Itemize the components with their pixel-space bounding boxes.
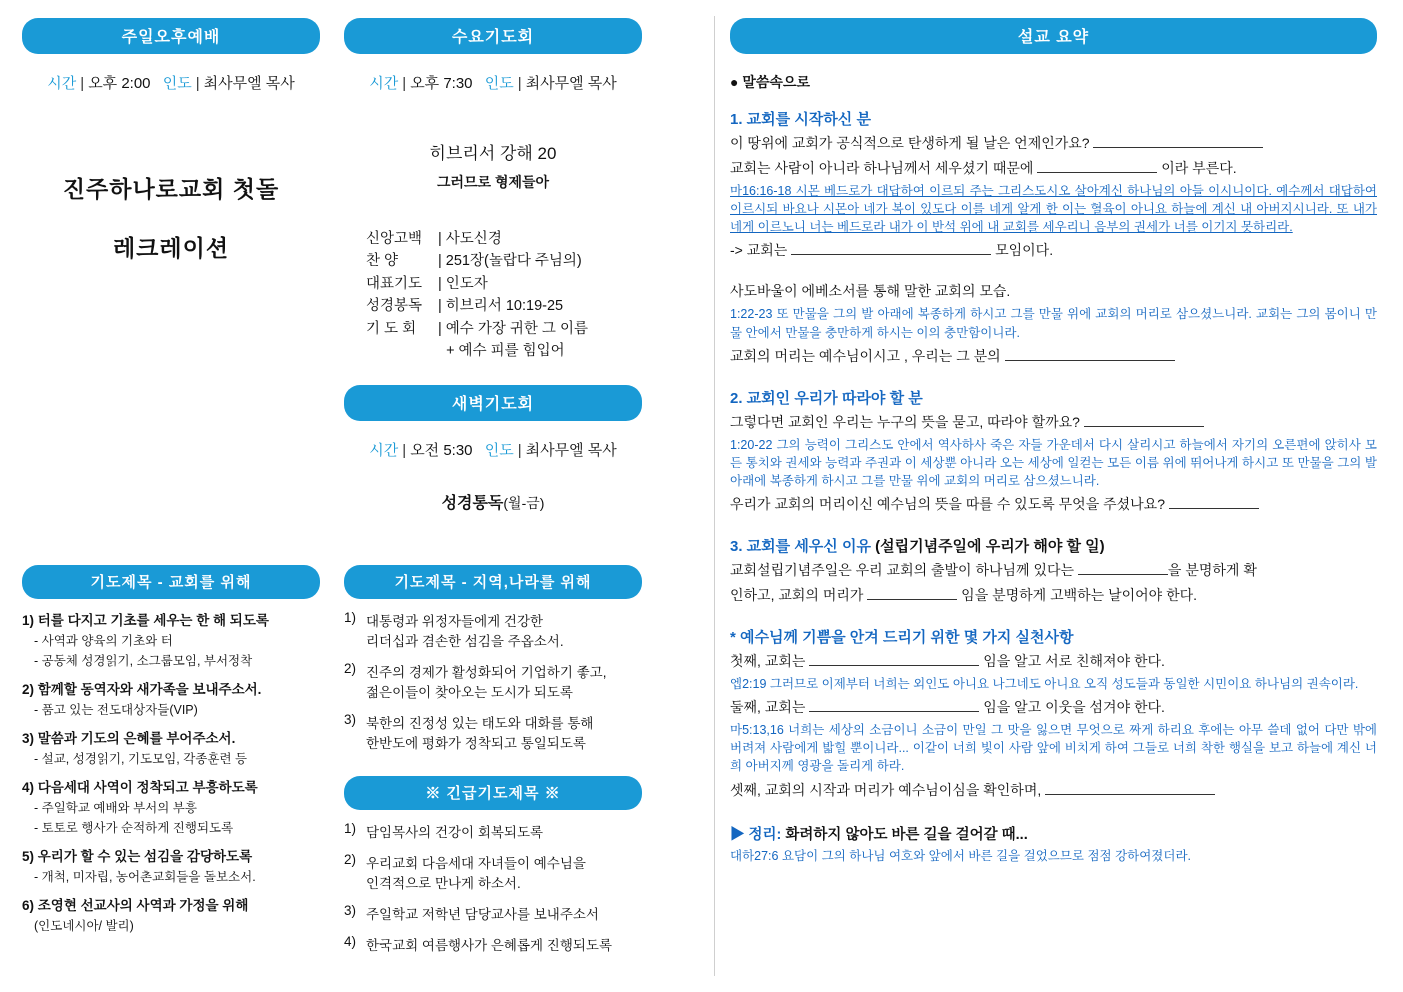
sermon-summary-column (714, 0, 1403, 992)
fill-blank (1078, 562, 1168, 575)
text: 임을 알고 이웃을 섬겨야 한다. (983, 699, 1165, 716)
prayer-item-head: 4) 다음세대 사역이 정착되고 부흥하도록 (22, 779, 258, 795)
prayer-item-sub: - 공동체 성경읽기, 소그룹모임, 부서정착 (34, 653, 253, 668)
order-key: 기 도 회 (366, 320, 417, 337)
prayer-item-sub: - 주일학교 예배와 부서의 부흥 (34, 800, 197, 815)
sermon-practice-1 (730, 651, 1377, 672)
sermon-eph-verse: 1:22-23 또 만물을 그의 발 아래에 복종하게 하시고 그를 만물 위에 교회의 머리로 삼으셨느니라. 교회는 그의 몸이니 만물 안에서 만물을 충만하게 하시는 이의 충만함이니라. (730, 307, 1377, 340)
prayer-item (344, 661, 642, 701)
prayer-urgent-title: ※ 긴급기도제목 ※ (344, 776, 642, 810)
sermon-section-2-head: 2. 교회인 우리가 따라야 할 분 (730, 389, 923, 407)
text: 을 분명하게 확 (1167, 562, 1257, 578)
sermon-series: 히브리서 강해 20 (429, 144, 557, 163)
leader-value: 최사무엘 목사 (203, 75, 295, 92)
order-row: 찬 양 | 251장(놀랍다 주님의) (366, 250, 642, 272)
order-key: 성경봉독 (366, 298, 423, 315)
order-key: 찬 양 (366, 253, 399, 270)
prayer-item (22, 894, 320, 934)
fill-blank (1045, 782, 1215, 795)
sermon-practice-head: * 예수님께 기쁨을 안겨 드리기 위한 몇 가지 실천사항 (730, 629, 1074, 646)
prayer-item-sub: - 개척, 미자립, 농어촌교회들을 돌보소서. (34, 869, 256, 884)
leader-label: 인도 (484, 75, 514, 92)
order-row (366, 340, 642, 362)
prayer-item-number: 3) (344, 711, 357, 727)
text: 교회는 사람이 아니라 하나님께서 세우셨기 때문에 (730, 160, 1034, 176)
sermon-summary-title: 설교 요약 (730, 18, 1377, 54)
order-key: 대표기도 (366, 275, 423, 292)
order-row: 신앙고백 | 사도신경 (366, 228, 642, 250)
sermon-paul-line: 사도바울이 에베소서를 통해 말한 교회의 모습. (730, 283, 1011, 300)
dawn-prayer-info: 시간 | 오전 5:30 인도 | 최사무엘 목사 (369, 441, 617, 459)
sermon-section-1-verse: 마16:16-18 시몬 베드로가 대답하여 이르되 주는 그리스도시오 살아계신 하나님의 아들 이시니이다. 예수께서 대답하여 이르시되 바요나 시몬아 네가 복이 있도다 이를 네게 알게 한 이는 혈육이 아니요 하늘에 계신 내 아버지시니라. 또 내가 네게 이르노니 너는 베드로라 내가 이 반석 위에 내 교회를 세우리니 음부의 권세가 너를 이기지 못하리라. (730, 184, 1377, 235)
leader-value: 최사무엘 목사 (525, 441, 617, 459)
time-value: 오전 5:30 (410, 441, 473, 459)
text: 3. 교회를 세우신 이유 (730, 538, 871, 555)
prayer-item (344, 712, 642, 752)
wednesday-title: 수요기도회 (344, 18, 642, 54)
sermon-section-2-line1 (730, 412, 1377, 433)
prayer-item-head: 1) 터를 다지고 기초를 세우는 한 해 되도록 (22, 612, 269, 628)
event-title: 진주하나로교회 첫돌 (62, 176, 280, 202)
prayer-item (344, 903, 642, 923)
prayer-region-column (344, 565, 642, 954)
sermon-section-1-head: 1. 교회를 시작하신 분 (730, 111, 871, 128)
prayer-item-number: 2) (344, 660, 357, 676)
text: 이 땅위에 교회가 공식적으로 탄생하게 될 날은 언제인가요? (730, 135, 1090, 151)
bible-reading-label: 성경통독 (441, 494, 504, 512)
sermon-section-3-subhead: (설립기념주일에 우리가 해야 할 일) (875, 538, 1105, 555)
prayer-item (344, 821, 642, 841)
prayer-item (344, 934, 642, 954)
order-value: + 예수 피를 힘입어 (446, 343, 565, 360)
bible-reading-plan (344, 490, 642, 513)
sunday-afternoon-title: 주일오후예배 (22, 18, 320, 54)
prayer-item-line: 진주의 경제가 활성화되어 기업하기 좋고, (366, 664, 607, 680)
order-key: 신앙고백 (366, 231, 423, 247)
prayer-item-line: 우리교회 다음세대 자녀들이 예수님을 (366, 855, 586, 871)
text: 첫째, 교회는 (730, 653, 806, 669)
order-row: 기 도 회 | 예수 가장 귀한 그 이름 (366, 318, 642, 340)
prayer-item-number: 2) (344, 851, 357, 867)
prayer-item-sub: (인도네시아/ 발리) (34, 918, 134, 933)
sermon-closing (730, 823, 1377, 844)
prayer-item (22, 678, 320, 718)
prayer-item-line: 담임목사의 건강이 회복되도록 (366, 824, 544, 840)
order-value: 사도신경 (445, 231, 502, 247)
sermon-section-1-line1 (730, 133, 1377, 154)
sermon-section-1-line2 (730, 158, 1377, 179)
text: 셋째, 교회의 시작과 머리가 예수님이심을 확인하며, (730, 781, 1042, 798)
sunday-afternoon-column (22, 18, 320, 513)
sermon-section-3-head (730, 535, 1377, 556)
prayer-item-number: 1) (344, 820, 357, 836)
prayer-item (22, 776, 320, 836)
prayer-item-sub: - 설교, 성경읽기, 기도모임, 각종훈련 등 (34, 751, 248, 766)
text: 둘째, 교회는 (730, 699, 806, 716)
prayer-item-number: 1) (344, 609, 357, 625)
sermon-practice-3 (730, 780, 1377, 801)
prayer-item (22, 609, 320, 669)
text: -> 교회는 (730, 242, 788, 259)
sermon-section-2-line2 (730, 494, 1377, 515)
prayer-item (344, 610, 642, 650)
prayer-church-list (22, 609, 320, 934)
sermon-practice-1-verse: 엡2:19 그러므로 이제부터 너희는 외인도 아니요 나그네도 아니요 오직 성도들과 동일한 시민이요 하나님의 권속이라. (730, 677, 1359, 691)
sermon-section-3-line2 (730, 585, 1377, 606)
prayer-church-title: 기도제목 - 교회를 위해 (22, 565, 320, 599)
text: 그렇다면 교회인 우리는 누구의 뜻을 묻고, 따라야 할까요? (730, 413, 1080, 430)
sermon-practice-2 (730, 697, 1377, 718)
fill-blank (1169, 496, 1259, 509)
text: 교회의 머리는 예수님이시고 , 우리는 그 분의 (730, 347, 1001, 364)
time-label: 시간 (47, 75, 77, 92)
prayer-item-line: 대통령과 위정자들에게 건강한 (366, 613, 544, 629)
worship-order-list (344, 228, 642, 363)
text: 임을 알고 서로 친해져야 한다. (983, 653, 1165, 669)
prayer-item (22, 727, 320, 767)
prayer-item-number: 4) (344, 933, 357, 949)
order-value: 예수 가장 귀한 그 이름 (445, 320, 588, 337)
sermon-head-line (730, 346, 1377, 367)
prayer-item-line: 젊은이들이 찾아오는 도시가 되도록 (366, 684, 573, 700)
sermon-section-3-line1 (730, 560, 1377, 581)
prayer-item-head: 2) 함께할 동역자와 새가족을 보내주소서. (22, 681, 262, 697)
leader-label: 인도 (484, 441, 514, 459)
service-columns (22, 18, 700, 513)
prayer-item-line: 한반도에 평화가 정착되고 통일되도록 (366, 735, 586, 751)
text: 교회설립기념주일은 우리 교회의 출발이 하나님께 있다는 (730, 562, 1075, 578)
closing-text: 화려하지 않아도 바른 길을 걸어갈 때... (785, 826, 1028, 843)
prayer-item-line: 북한의 진정성 있는 태도와 대화를 통해 (366, 715, 594, 731)
text: 인하고, 교회의 머리가 (730, 587, 864, 603)
order-value: 인도자 (445, 275, 488, 292)
sermon-practice-2-verse: 마5:13,16 너희는 세상의 소금이니 소금이 만일 그 맛을 잃으면 무엇으로 짜게 하리요 후에는 아무 쓸데 없어 다만 밖에 버려져 사람에게 밟힐 뿐이니라... 이같이 너희 빛이 사람 앞에 비치게 하여 그들로 너희 착한 행실을 보고 하늘에 계신 너희 아버지께 영광을 돌리게 하라. (730, 723, 1377, 774)
sermon-section-1-arrow (730, 240, 1377, 261)
text: 이라 부른다. (1161, 160, 1237, 176)
leader-label: 인도 (162, 75, 192, 92)
prayer-item-sub: - 품고 있는 전도대상자들(VIP) (34, 702, 198, 717)
time-label: 시간 (369, 75, 399, 92)
fill-blank (1037, 160, 1157, 173)
prayer-item (344, 852, 642, 892)
fill-blank (867, 587, 957, 600)
bible-reading-period: (월-금) (503, 494, 545, 511)
text: 우리가 교회의 머리이신 예수님의 뜻을 따를 수 있도록 무엇을 주셨나요? (730, 496, 1165, 512)
prayer-item-number: 3) (344, 902, 357, 918)
prayer-item-line: 인격적으로 만나게 하소서. (366, 875, 521, 891)
time-value: 오후 2:00 (88, 75, 151, 92)
event-subtitle: 레크레이션 (112, 235, 230, 261)
prayer-item-head: 5) 우리가 할 수 있는 섬김을 감당하도록 (22, 848, 253, 864)
text: 모임이다. (995, 242, 1054, 259)
fill-blank (1093, 135, 1263, 148)
wednesday-info: 시간 | 오후 7:30 인도 | 최사무엘 목사 (369, 75, 617, 92)
prayer-item-sub: - 토토로 행사가 순적하게 진행되도록 (34, 820, 234, 835)
prayer-item-head: 6) 조영현 선교사의 사역과 가정을 위해 (22, 897, 249, 913)
order-row: 성경봉독 | 히브리서 10:19-25 (366, 295, 642, 317)
sermon-section-2-verse: 1:20-22 그의 능력이 그리스도 안에서 역사하사 죽은 자들 가운데서 다시 살리시고 하늘에서 자기의 오른편에 앉히사 모든 통치와 권세와 능력과 주권과 이 세상뿐 아니라 오는 세상에 일컫는 모든 이름 위에 뛰어나게 하시고 또 만물을 그의 발 아래에 복종하게 하시고 그를 만물 위에 교회의 머리로 삼으셨느니라. (730, 437, 1377, 488)
wednesday-column (344, 18, 642, 513)
order-value: 히브리서 10:19-25 (445, 298, 564, 315)
dawn-prayer-title: 새벽기도회 (344, 385, 642, 421)
prayer-item-line: 리더십과 겸손한 섬김을 주옵소서. (366, 633, 564, 649)
prayer-item-head: 3) 말씀과 기도의 은혜를 부어주소서. (22, 730, 236, 746)
fill-blank (1084, 414, 1204, 427)
order-row: 대표기도 | 인도자 (366, 273, 642, 295)
time-label: 시간 (369, 441, 399, 459)
prayer-columns (22, 565, 700, 954)
order-value: 251장(놀랍다 주님의) (445, 253, 582, 270)
prayer-item-line: 주일학교 저학년 담당교사를 보내주소서 (366, 906, 599, 922)
sermon-intro-bullet: ● 말씀속으로 (730, 74, 810, 90)
prayer-region-title: 기도제목 - 지역,나라를 위해 (344, 565, 642, 599)
leader-value: 최사무엘 목사 (525, 75, 617, 92)
sermon-closing-verse: 대하27:6 요담이 그의 하나님 여호와 앞에서 바른 길을 걸었으므로 점점 강하여졌더라. (730, 848, 1192, 863)
prayer-item-line: 한국교회 여름행사가 은혜롭게 진행되도록 (366, 937, 612, 953)
fill-blank (791, 242, 991, 255)
prayer-region-list (344, 610, 642, 752)
time-value: 오후 7:30 (410, 75, 473, 92)
closing-label: ▶ 정리: (730, 826, 782, 843)
prayer-church-column (22, 565, 320, 954)
prayer-item (22, 845, 320, 885)
text: 임을 분명하게 고백하는 날이어야 한다. (961, 587, 1198, 603)
sermon-series-subtitle: 그러므로 형제들아 (436, 174, 550, 190)
sunday-afternoon-info: 시간 | 오후 2:00 인도 | 최사무엘 목사 (47, 75, 295, 92)
prayer-urgent-list (344, 821, 642, 954)
fill-blank (809, 653, 979, 666)
fill-blank (1005, 348, 1175, 361)
fill-blank (809, 699, 979, 712)
prayer-item-sub: - 사역과 양육의 기초와 터 (34, 633, 173, 648)
